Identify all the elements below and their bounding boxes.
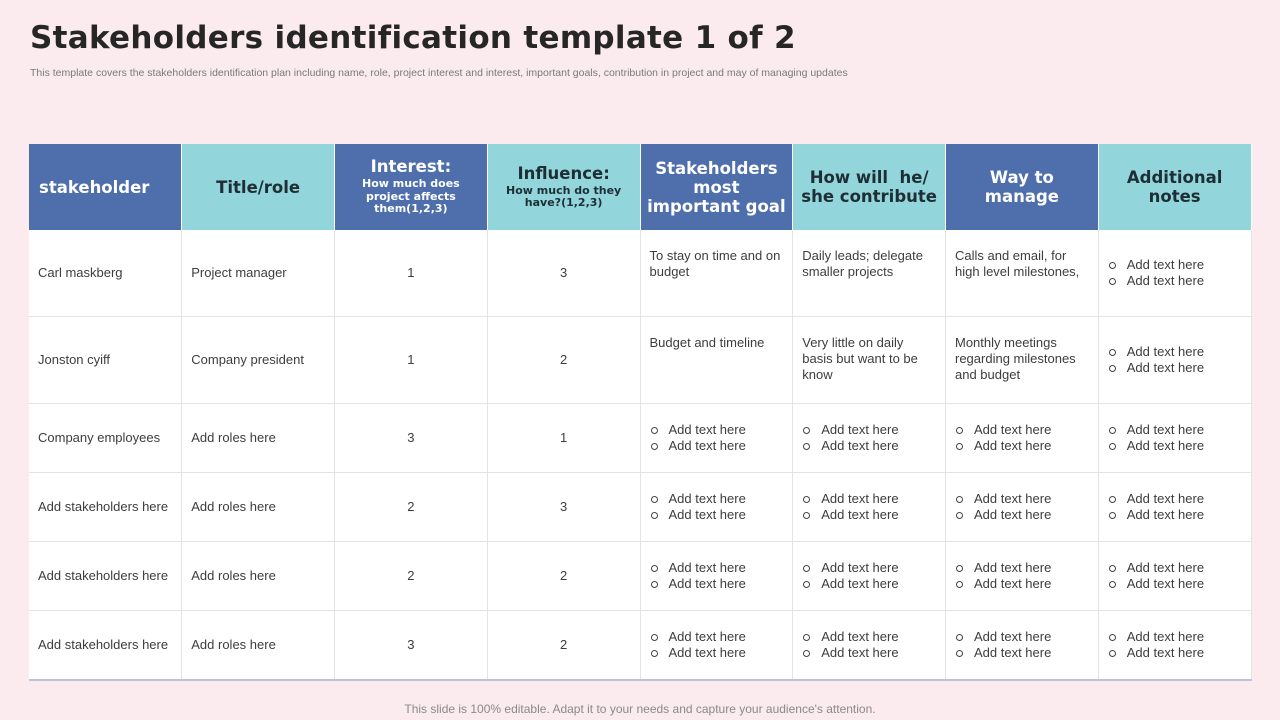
bullet-list bbox=[955, 560, 1089, 592]
header-contribute bbox=[793, 144, 946, 230]
header-important-goal bbox=[640, 144, 793, 230]
footer-note: This slide is 100% editable. Adapt it to your needs and capture your audience's attention. bbox=[404, 702, 876, 716]
header-label: Title/role bbox=[216, 177, 301, 197]
cell-contribute bbox=[793, 611, 946, 681]
header-label: Influence: bbox=[517, 163, 610, 183]
bullet-item: Add text here bbox=[650, 438, 784, 454]
bullet-item: Add text here bbox=[650, 560, 784, 576]
bullet-item: Add text here bbox=[650, 629, 784, 645]
bullet-item: Add text here bbox=[1108, 507, 1242, 523]
cell-notes bbox=[1098, 542, 1251, 611]
header-label: Stakeholders most important goal bbox=[647, 158, 786, 216]
cell-goal bbox=[640, 611, 793, 681]
table-header-row bbox=[29, 144, 1251, 230]
cell-role: Add roles here bbox=[182, 404, 335, 473]
cell-contribute bbox=[793, 473, 946, 542]
header-label: Interest: bbox=[370, 157, 452, 177]
bullet-list bbox=[1108, 422, 1242, 454]
cell-interest: 3 bbox=[335, 404, 488, 473]
cell-influence: 2 bbox=[487, 542, 640, 611]
header-label: stakeholder bbox=[39, 177, 150, 197]
bullet-item: Add text here bbox=[1108, 344, 1242, 360]
bullet-list bbox=[955, 422, 1089, 454]
cell-contribute bbox=[793, 542, 946, 611]
cell-notes bbox=[1098, 473, 1251, 542]
cell-stakeholder: Jonston cyiff bbox=[29, 317, 182, 404]
bullet-item: Add text here bbox=[802, 645, 936, 661]
bullet-item: Add text here bbox=[802, 491, 936, 507]
cell-role: Project manager bbox=[182, 230, 335, 317]
cell-stakeholder: Carl maskberg bbox=[29, 230, 182, 317]
bullet-list bbox=[650, 491, 784, 523]
bullet-item: Add text here bbox=[650, 491, 784, 507]
bullet-item: Add text here bbox=[955, 629, 1089, 645]
table-row bbox=[29, 404, 1251, 473]
bullet-item: Add text here bbox=[955, 576, 1089, 592]
bullet-item: Add text here bbox=[1108, 560, 1242, 576]
header-interest bbox=[335, 144, 488, 230]
header-sublabel: How much does project affects them(1,2,3) bbox=[362, 177, 460, 216]
cell-stakeholder: Company employees bbox=[29, 404, 182, 473]
cell-text: To stay on time and on budget bbox=[649, 248, 781, 279]
cell-goal bbox=[640, 404, 793, 473]
bullet-list bbox=[802, 560, 936, 592]
cell-contribute bbox=[793, 317, 946, 404]
header-label: Way to manage bbox=[984, 168, 1059, 206]
cell-manage bbox=[946, 230, 1099, 317]
cell-notes bbox=[1098, 611, 1251, 681]
bullet-item: Add text here bbox=[1108, 257, 1242, 273]
header-sublabel: How much do they have?(1,2,3) bbox=[506, 183, 622, 209]
bullet-list bbox=[1108, 257, 1242, 289]
bullet-item: Add text here bbox=[1108, 629, 1242, 645]
bullet-list bbox=[650, 629, 784, 661]
cell-interest: 2 bbox=[335, 473, 488, 542]
page-subtitle: This template covers the stakeholders identification plan including name, role, project interest and interest, important goals, contribution in project and may of managing updates bbox=[30, 67, 848, 79]
bullet-list bbox=[802, 491, 936, 523]
bullet-item: Add text here bbox=[802, 629, 936, 645]
bullet-item: Add text here bbox=[802, 438, 936, 454]
bullet-item: Add text here bbox=[650, 576, 784, 592]
cell-interest: 3 bbox=[335, 611, 488, 681]
bullet-item: Add text here bbox=[1108, 360, 1242, 376]
bullet-item: Add text here bbox=[650, 422, 784, 438]
cell-interest: 1 bbox=[335, 317, 488, 404]
header-influence bbox=[487, 144, 640, 230]
cell-role: Company president bbox=[182, 317, 335, 404]
cell-influence: 3 bbox=[487, 473, 640, 542]
cell-role: Add roles here bbox=[182, 542, 335, 611]
cell-influence: 2 bbox=[487, 317, 640, 404]
bullet-item: Add text here bbox=[955, 560, 1089, 576]
table-row bbox=[29, 317, 1251, 404]
bullet-list bbox=[1108, 491, 1242, 523]
cell-stakeholder: Add stakeholders here bbox=[29, 473, 182, 542]
header-title-role bbox=[182, 144, 335, 230]
header-label: How will he/ she contribute bbox=[801, 168, 937, 206]
cell-stakeholder: Add stakeholders here bbox=[29, 542, 182, 611]
table-body bbox=[29, 230, 1251, 680]
cell-text: Calls and email, for high level milestones, bbox=[955, 248, 1080, 279]
cell-goal bbox=[640, 317, 793, 404]
cell-manage bbox=[946, 542, 1099, 611]
cell-manage bbox=[946, 317, 1099, 404]
cell-manage bbox=[946, 404, 1099, 473]
bullet-item: Add text here bbox=[955, 491, 1089, 507]
bullet-list bbox=[650, 422, 784, 454]
page-title: Stakeholders identification template 1 of 2 bbox=[30, 20, 796, 56]
cell-role: Add roles here bbox=[182, 473, 335, 542]
table-row bbox=[29, 230, 1251, 317]
cell-influence: 1 bbox=[487, 404, 640, 473]
stakeholders-table bbox=[29, 144, 1252, 681]
table-row bbox=[29, 473, 1251, 542]
cell-manage bbox=[946, 611, 1099, 681]
bullet-item: Add text here bbox=[1108, 438, 1242, 454]
bullet-item: Add text here bbox=[802, 576, 936, 592]
cell-interest: 2 bbox=[335, 542, 488, 611]
cell-notes bbox=[1098, 404, 1251, 473]
cell-role: Add roles here bbox=[182, 611, 335, 681]
bullet-list bbox=[650, 560, 784, 592]
bullet-item: Add text here bbox=[955, 422, 1089, 438]
cell-contribute bbox=[793, 230, 946, 317]
bullet-item: Add text here bbox=[650, 507, 784, 523]
cell-text: Daily leads; delegate smaller projects bbox=[802, 248, 923, 279]
cell-manage bbox=[946, 473, 1099, 542]
table-row bbox=[29, 542, 1251, 611]
cell-influence: 3 bbox=[487, 230, 640, 317]
bullet-item: Add text here bbox=[802, 422, 936, 438]
bullet-item: Add text here bbox=[802, 507, 936, 523]
cell-text: Very little on daily basis but want to be know bbox=[802, 335, 918, 382]
stakeholders-table-container bbox=[29, 144, 1251, 681]
bullet-list bbox=[1108, 629, 1242, 661]
cell-goal bbox=[640, 542, 793, 611]
bullet-item: Add text here bbox=[1108, 491, 1242, 507]
header-way-to-manage bbox=[946, 144, 1099, 230]
bullet-item: Add text here bbox=[955, 507, 1089, 523]
header-stakeholder bbox=[29, 144, 182, 230]
bullet-item: Add text here bbox=[802, 560, 936, 576]
header-label: Additional notes bbox=[1126, 168, 1223, 206]
cell-goal bbox=[640, 473, 793, 542]
header-additional-notes bbox=[1098, 144, 1251, 230]
cell-stakeholder: Add stakeholders here bbox=[29, 611, 182, 681]
table-row bbox=[29, 611, 1251, 681]
cell-influence: 2 bbox=[487, 611, 640, 681]
bullet-item: Add text here bbox=[955, 645, 1089, 661]
bullet-item: Add text here bbox=[955, 438, 1089, 454]
bullet-list bbox=[955, 491, 1089, 523]
bullet-list bbox=[802, 629, 936, 661]
bullet-list bbox=[802, 422, 936, 454]
cell-goal bbox=[640, 230, 793, 317]
bullet-item: Add text here bbox=[1108, 576, 1242, 592]
cell-contribute bbox=[793, 404, 946, 473]
cell-interest: 1 bbox=[335, 230, 488, 317]
cell-text: Budget and timeline bbox=[649, 335, 765, 350]
cell-text: Monthly meetings regarding milestones and budget bbox=[955, 335, 1076, 382]
bullet-list bbox=[1108, 344, 1242, 376]
bullet-item: Add text here bbox=[1108, 273, 1242, 289]
bullet-item: Add text here bbox=[650, 645, 784, 661]
bullet-list bbox=[955, 629, 1089, 661]
cell-notes bbox=[1098, 317, 1251, 404]
bullet-item: Add text here bbox=[1108, 645, 1242, 661]
bullet-list bbox=[1108, 560, 1242, 592]
bullet-item: Add text here bbox=[1108, 422, 1242, 438]
cell-notes bbox=[1098, 230, 1251, 317]
